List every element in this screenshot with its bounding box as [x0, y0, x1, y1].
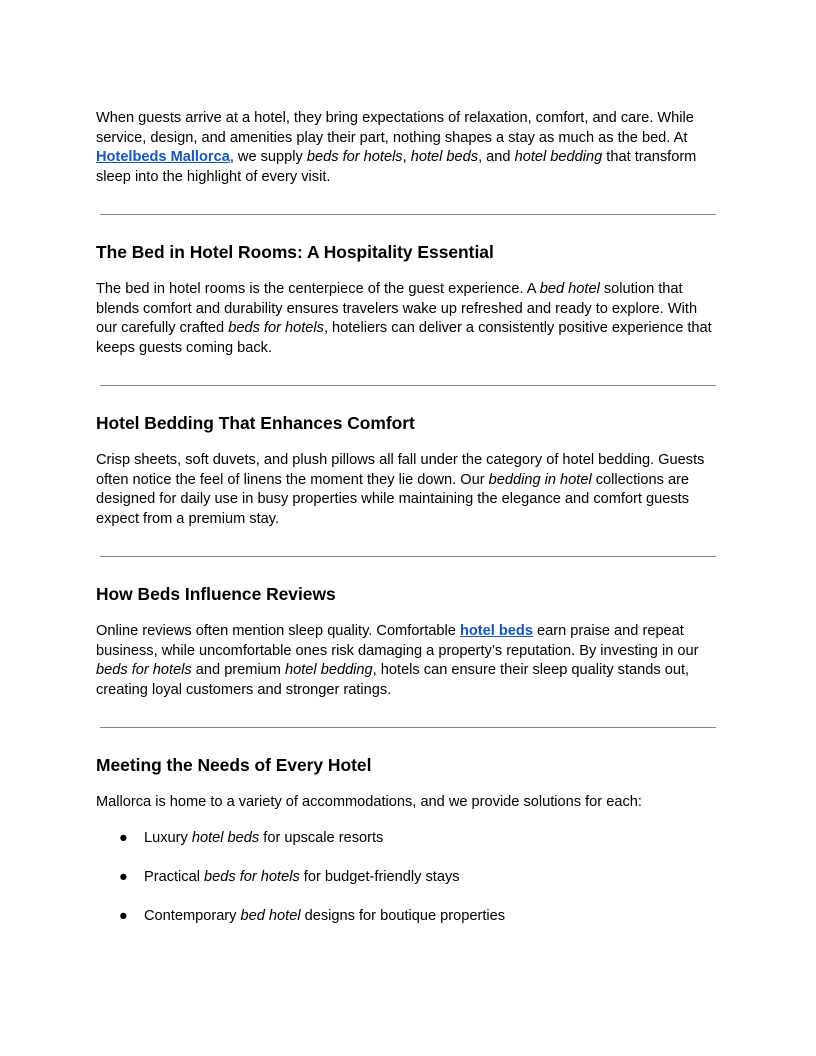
list-item-text: Practical — [144, 868, 205, 885]
intro-italic: hotel bedding — [514, 149, 603, 165]
bullet-icon: ● — [119, 868, 128, 885]
section-heading-reviews: How Beds Influence Reviews — [96, 584, 336, 604]
list-item-text: Contemporary — [144, 907, 241, 924]
horizontal-divider — [100, 385, 716, 386]
horizontal-divider — [100, 727, 716, 728]
paragraph-text: earn praise and repeat business, while uncomfortable ones risk damaging a property’s reputation. By investing in our — [96, 623, 699, 659]
italic-text: hotel bedding — [285, 662, 373, 678]
italic-text: hotel beds — [191, 829, 260, 846]
italic-text: bedding in hotel — [488, 471, 592, 488]
section-paragraph-reviews — [96, 622, 720, 700]
paragraph-text: collections are designed for daily use in busy properties while maintaining the elegance and comfort guests expect from a premium stay. — [96, 471, 690, 527]
intro-text: , we supply — [229, 149, 307, 165]
intro-text: , — [402, 149, 411, 165]
accommodation-list — [96, 829, 720, 927]
italic-text: beds for hotels — [228, 320, 324, 336]
bullet-icon: ● — [119, 907, 128, 924]
intro-text: , and — [478, 149, 515, 165]
paragraph-text: , hotels can ensure their sleep quality stands out, creating loyal customers and stronger ratings. — [96, 662, 690, 698]
document-page — [96, 109, 720, 946]
italic-text: bed hotel — [240, 907, 301, 924]
section-heading-needs: Meeting the Needs of Every Hotel — [96, 755, 372, 775]
intro-text: that transform sleep into the highlight of every visit. — [96, 149, 697, 185]
paragraph-text: , hoteliers can deliver a consistently positive experience that keeps guests coming back. — [96, 320, 712, 356]
intro-italic: hotel beds — [410, 149, 479, 165]
paragraph-text: solution that blends comfort and durability ensures travelers wake up refreshed and ready to explore. With our carefully crafted — [96, 281, 698, 336]
section-heading-bed-in-hotel-rooms: The Bed in Hotel Rooms: A Hospitality Essential — [96, 242, 494, 262]
paragraph-text: and premium — [191, 662, 286, 678]
italic-text: beds for hotels — [96, 662, 192, 678]
intro-italic: beds for hotels — [306, 149, 403, 165]
paragraph-text: The bed in hotel rooms is the centerpiece of the guest experience. A — [96, 281, 540, 297]
list-item — [96, 829, 720, 849]
paragraph-text: Crisp sheets, soft duvets, and plush pillows all fall under the category of hotel bedding. Guests often notice the feel of linens the moment they lie down. Our — [96, 452, 705, 488]
list-item — [96, 868, 720, 888]
intro-paragraph — [96, 109, 720, 187]
list-item-text: designs for boutique properties — [300, 907, 506, 924]
horizontal-divider — [100, 214, 716, 215]
hotel-beds-link[interactable]: hotel beds — [459, 623, 533, 639]
italic-text: beds for hotels — [204, 868, 300, 885]
italic-text: bed hotel — [539, 281, 600, 297]
paragraph-text: Online reviews often mention sleep quality. Comfortable — [96, 623, 460, 639]
list-item-text: for upscale resorts — [259, 829, 384, 846]
list-item — [96, 907, 720, 927]
intro-text: When guests arrive at a hotel, they bring expectations of relaxation, comfort, and care. While service, design, and amenities play their part, nothing shapes a stay as much as the bed. At — [96, 110, 694, 146]
list-item-text: for budget-friendly stays — [299, 868, 460, 885]
section-paragraph-hotel-bedding — [96, 451, 720, 529]
bullet-icon: ● — [119, 829, 128, 846]
hotelbeds-mallorca-link[interactable]: Hotelbeds Mallorca — [96, 149, 230, 165]
section-paragraph-needs: Mallorca is home to a variety of accommodations, and we provide solutions for each: — [96, 794, 642, 810]
list-item-text: Luxury — [144, 829, 192, 846]
section-paragraph-bed-in-hotel-rooms — [96, 280, 720, 358]
horizontal-divider — [100, 556, 716, 557]
section-heading-hotel-bedding: Hotel Bedding That Enhances Comfort — [96, 413, 415, 433]
